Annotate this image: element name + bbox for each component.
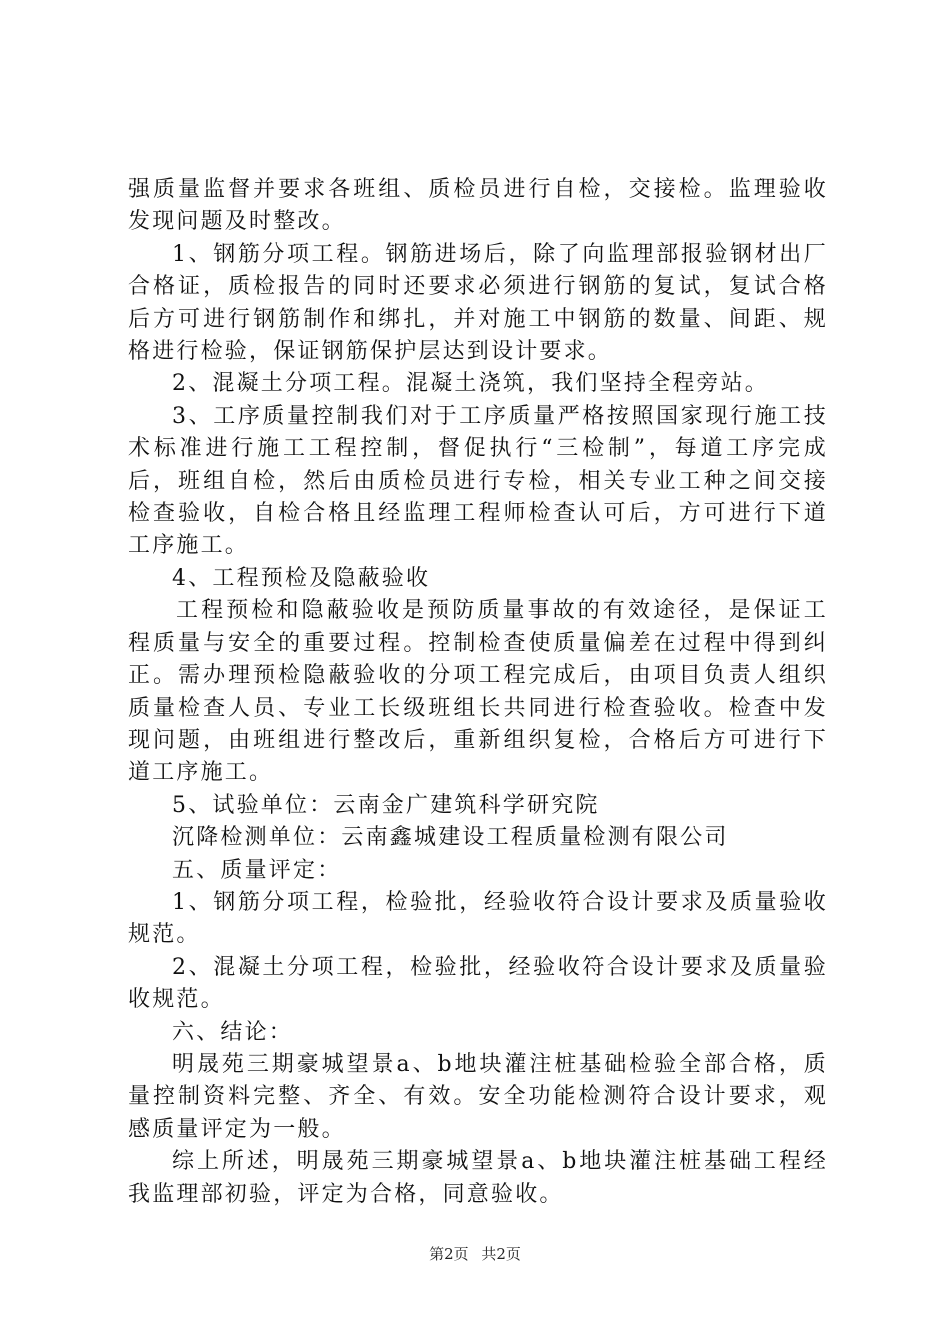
paragraph-test-unit: 5、试验单位：云南金广建筑科学研究院: [172, 792, 600, 818]
paragraph-heading-conclusion: 六、结论：: [172, 1019, 294, 1045]
page-number: 第2页: [429, 1245, 469, 1263]
paragraph-inspection-detail: 工程预检和隐蔽验收是预防质量事故的有效途径，是保证工程质量与安全的重要过程。控制检查使质量偏差在过程中得到纠正。需办理预检隐蔽验收的分项工程完成后，由项目负责人组织质量检查人员、专业工长级班组长共同进行检查验收。检查中发现问题，由班组进行整改后，重新组织复检，合格后方可进行下道工序施工。: [128, 598, 828, 786]
paragraph-continuation: 强质量监督并要求各班组、质检员进行自检，交接检。监理验收发现问题及时整改。: [128, 177, 828, 235]
paragraph-evaluation-rebar: 1、钢筋分项工程，检验批，经验收符合设计要求及质量验收规范。: [128, 889, 828, 948]
page-footer: [0, 1243, 950, 1264]
paragraph-evaluation-concrete: 2、混凝土分项工程，检验批，经验收符合设计要求及质量验收规范。: [128, 954, 828, 1013]
paragraph-process-control: 3、工序质量控制我们对于工序质量严格按照国家现行施工技术标准进行施工工程控制，督促执行“三检制”，每道工序完成后，班组自检，然后由质检员进行专检，相关专业工种之间交接检查验收，自检合格且经监理工程师检查认可后，方可进行下道工序施工。: [128, 403, 828, 559]
paragraph-conclusion-result: 明晟苑三期豪城望景a、b地块灌注桩基础检验全部合格，质量控制资料完整、齐全、有效。安全功能检测符合设计要求，观感质量评定为一般。: [128, 1051, 828, 1142]
document-body: [128, 174, 828, 1211]
page-total: 共2页: [481, 1245, 521, 1263]
paragraph-rebar: 1、钢筋分项工程。钢筋进场后，除了向监理部报验钢材出厂合格证，质检报告的同时还要求必须进行钢筋的复试，复试合格后方可进行钢筋制作和绑扎，并对施工中钢筋的数量、间距、规格进行检验，保证钢筋保护层达到设计要求。: [128, 241, 828, 365]
paragraph-settlement-unit: 沉降检测单位：云南鑫城建设工程质量检测有限公司: [172, 825, 729, 851]
paragraph-concrete: 2、混凝土分项工程。混凝土浇筑，我们坚持全程旁站。: [172, 371, 769, 397]
paragraph-summary: 综上所述，明晟苑三期豪城望景a、b地块灌注桩基础工程经我监理部初验，评定为合格，同意验收。: [128, 1149, 828, 1207]
paragraph-heading-evaluation: 五、质量评定：: [172, 857, 342, 883]
paragraph-heading-inspection: 4、工程预检及隐蔽验收: [172, 565, 431, 591]
